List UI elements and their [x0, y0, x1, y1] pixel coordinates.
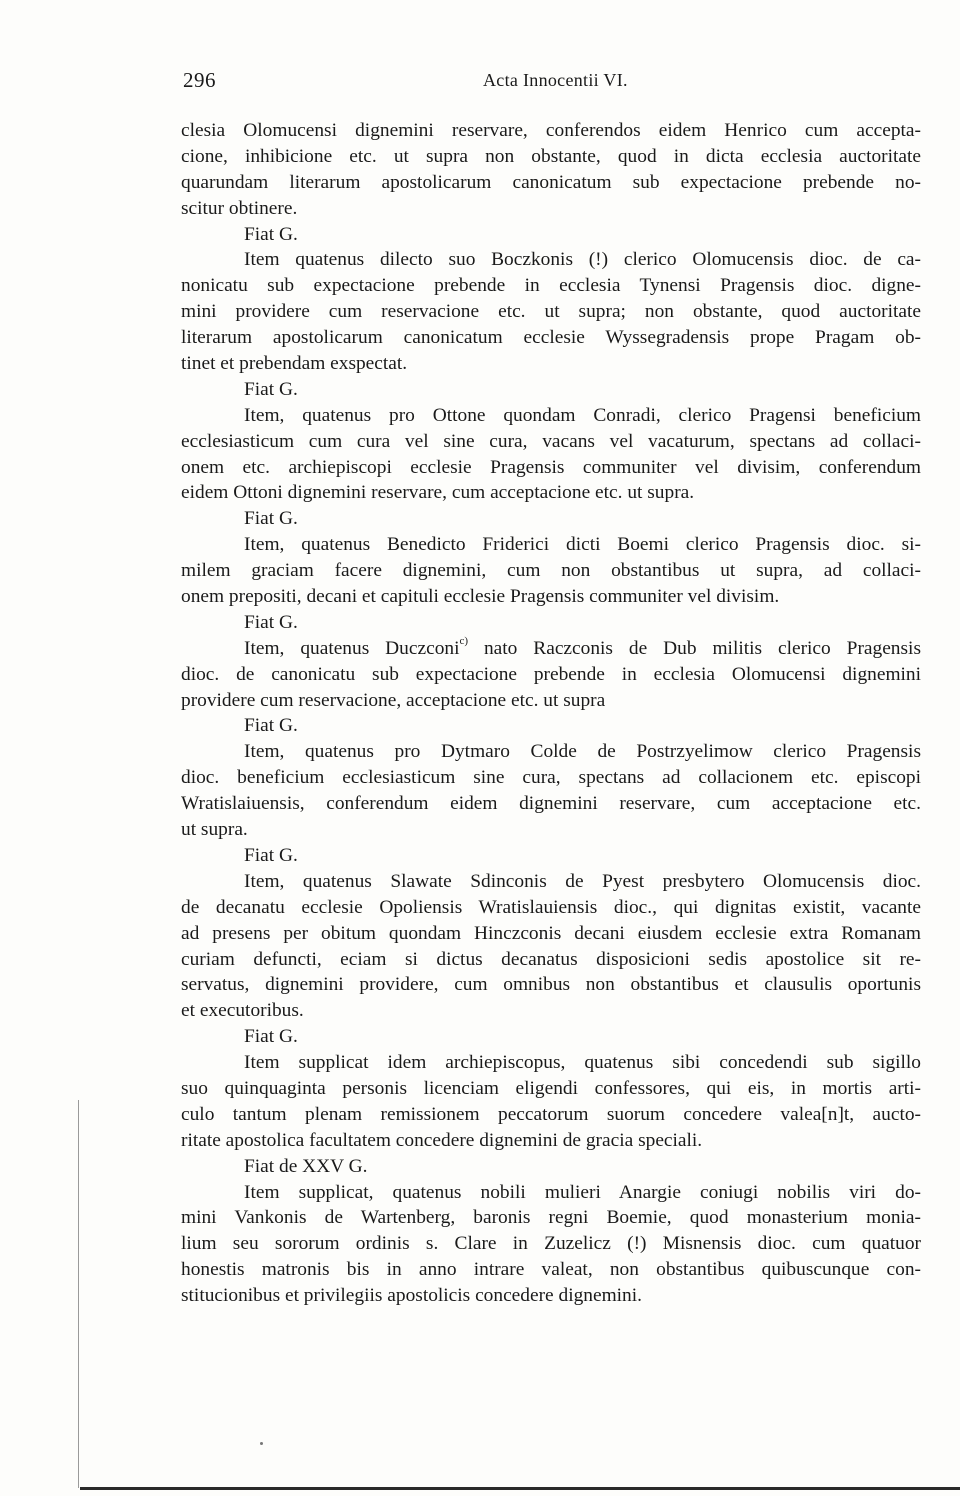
text-line — [181, 403, 921, 429]
text-line-content: onem prepositi, decani et capituli ecclesie Pragensis communiter vel divisim. — [181, 586, 780, 608]
text-line — [181, 144, 921, 170]
text-line — [181, 222, 921, 248]
page-number: 296 — [183, 68, 216, 92]
text-line — [181, 688, 921, 714]
page-header — [183, 68, 923, 102]
text-line — [181, 869, 921, 895]
footnote-marker: c) — [459, 635, 469, 648]
ink-speck — [260, 1442, 263, 1445]
text-line — [181, 610, 921, 636]
text-line-content: scitur obtinere. — [181, 197, 298, 219]
text-line-content: Fiat G. — [244, 508, 298, 530]
text-line-content: Fiat de XXV G. — [244, 1155, 368, 1177]
text-line-content: milem graciam facere dignemini, cum non obstantibus ut supra, ad collaci- — [181, 560, 921, 582]
text-line-content: de decanatu ecclesie Opoliensis Wratislauiensis dioc., qui dignitas existit, vacante — [181, 896, 921, 918]
text-line — [181, 170, 921, 196]
text-line — [181, 1024, 921, 1050]
text-line-content: Fiat G. — [244, 844, 298, 866]
text-line — [181, 1102, 921, 1128]
text-line — [181, 791, 921, 817]
text-line-content: Item supplicat idem archiepiscopus, quatenus sibi concedendi sub sigillo — [244, 1052, 921, 1074]
text-line-content: honestis matronis bis in anno intrare valeat, non obstantibus quibuscunque con- — [181, 1259, 921, 1281]
text-line — [181, 1076, 921, 1102]
text-line-content: dioc. beneficium ecclesiasticum sine cura, spectans ad collacionem etc. episcopi — [181, 767, 921, 789]
text-line — [181, 377, 921, 403]
text-line-content: tinet et prebendam exspectat. — [181, 353, 408, 375]
text-line — [181, 1231, 921, 1257]
text-line-content: mini providere cum reservacione etc. ut supra; non obstante, quod auctoritate — [181, 301, 921, 323]
running-title: Acta Innocentii VI. — [483, 70, 628, 90]
text-line — [181, 196, 921, 222]
text-line-content: dioc. de canonicatu sub expectacione prebende in ecclesia Olomucensi dignemini — [181, 663, 921, 685]
text-line-content: onem etc. archiepiscopi ecclesie Pragensis communiter vel divisim, conferendum — [181, 456, 921, 478]
text-line — [181, 921, 921, 947]
text-line — [181, 118, 921, 144]
text-line-content: providere cum reservacione, acceptacione etc. ut supra — [181, 689, 606, 711]
text-line-content: cione, inhibicione etc. ut supra non obstante, quod in dicta ecclesia auctoritate — [181, 145, 921, 167]
binding-edge-line — [78, 1100, 79, 1488]
text-line-content: ritate apostolica facultatem concedere dignemini de gracia speciali. — [181, 1129, 703, 1151]
text-line-content: Fiat G. — [244, 378, 298, 400]
text-line-content: quarundam literarum apostolicarum canonicatum sub expectacione prebende no- — [181, 171, 921, 193]
text-line-content: clesia Olomucensi dignemini reservare, conferendos eidem Henrico cum accepta- — [181, 120, 921, 141]
text-line — [181, 532, 921, 558]
text-line-content: eidem Ottoni dignemini reservare, cum acceptacione etc. ut supra. — [181, 482, 695, 504]
text-line-content: Wratislaiuensis, conferendum eidem dignemini reservare, cum acceptacione etc. — [181, 793, 921, 815]
text-line-content: Fiat G. — [244, 715, 298, 737]
text-line-content: Fiat G. — [244, 1026, 298, 1048]
text-line — [181, 662, 921, 688]
text-line-content: et executoribus. — [181, 1000, 304, 1022]
text-line — [181, 765, 921, 791]
text-line — [181, 895, 921, 921]
text-line-content: Fiat G. — [244, 611, 298, 633]
text-line-content: Item quatenus dilecto suo Boczkonis (!) clerico Olomucensis dioc. de ca- — [244, 249, 921, 271]
text-line — [181, 998, 921, 1024]
text-line-content: mini Vankonis de Wartenberg, baronis regni Boemie, quod monasterium monia- — [181, 1207, 921, 1229]
text-line-content: ecclesiasticum cum cura vel sine cura, vacans vel vacaturum, spectans ad collaci- — [181, 430, 921, 452]
text-line-content: nonicatu sub expectacione prebende in ecclesia Tynensi Pragensis dioc. digne- — [181, 275, 921, 297]
text-line — [181, 1154, 921, 1180]
text-line-content: Item, quatenus Slawate Sdinconis de Pyest presbytero Olomucensis dioc. — [244, 870, 921, 892]
text-line — [181, 1257, 921, 1283]
text-line — [181, 1205, 921, 1231]
text-line — [181, 506, 921, 532]
text-line-content: suo quinquaginta personis licenciam eligendi confessores, qui eis, in mortis arti- — [181, 1077, 921, 1099]
text-line — [181, 455, 921, 481]
text-line-content: culo tantum plenam remissionem peccatorum suorum concedere valea[n]t, aucto- — [181, 1103, 921, 1125]
text-line-content: ad presens per obitum quondam Hinczconis decani eiusdem ecclesie extra Romanam — [181, 922, 921, 944]
page-bottom-edge — [80, 1487, 960, 1490]
text-line — [181, 273, 921, 299]
text-line — [181, 1050, 921, 1076]
text-line-content: Item, quatenus Benedicto Friderici dicti Boemi clerico Pragensis dioc. si- — [244, 534, 921, 556]
text-line — [181, 1128, 921, 1154]
text-line — [181, 1283, 921, 1309]
text-line-content: lium seu sororum ordinis s. Clare in Zuzelicz (!) Misnensis dioc. cum quatuor — [181, 1233, 921, 1255]
text-line — [181, 247, 921, 273]
text-line — [181, 1180, 921, 1206]
text-line-content: Item, quatenus Duczconi — [244, 637, 460, 659]
text-line — [181, 817, 921, 843]
text-line — [181, 972, 921, 998]
text-line — [181, 947, 921, 973]
text-line — [181, 299, 921, 325]
text-line-content: Item, quatenus pro Ottone quondam Conradi, clerico Pragensi beneficium — [244, 404, 921, 426]
text-line — [181, 843, 921, 869]
text-line-content: literarum apostolicarum canonicatum ecclesie Wyssegradensis prope Pragam ob- — [181, 327, 921, 349]
text-line-content: servatus, dignemini providere, cum omnibus non obstantibus et clausulis oportunis — [181, 974, 921, 996]
text-line — [181, 558, 921, 584]
text-line — [181, 636, 921, 662]
text-line — [181, 584, 921, 610]
text-line — [181, 325, 921, 351]
body-text — [181, 118, 921, 1309]
text-line-content: Item, quatenus pro Dytmaro Colde de Postrzyelimow clerico Pragensis — [244, 741, 921, 763]
text-line — [181, 713, 921, 739]
text-line-content: Item supplicat, quatenus nobili mulieri Anargie coniugi nobilis viri do- — [244, 1181, 921, 1203]
text-line-content: stitucionibus et privilegiis apostolicis concedere dignemini. — [181, 1285, 642, 1307]
text-line-continuation: nato Raczconis de Dub militis clerico Pragensis — [468, 637, 921, 659]
text-line-content: Fiat G. — [244, 223, 298, 245]
text-line-content: ut supra. — [181, 819, 248, 841]
text-line-content: curiam defuncti, eciam si dictus decanatus disposicioni sedis apostolice sit re- — [181, 948, 921, 970]
text-line — [181, 480, 921, 506]
text-line — [181, 739, 921, 765]
text-line — [181, 351, 921, 377]
text-line — [181, 429, 921, 455]
